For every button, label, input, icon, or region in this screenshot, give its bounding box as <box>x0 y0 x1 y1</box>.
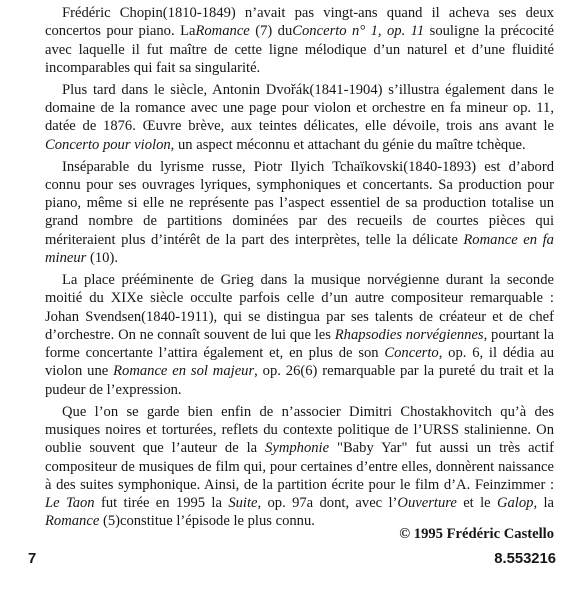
work-title: Romance <box>195 23 250 40</box>
work-title: Suite <box>228 495 258 512</box>
work-title: Concerto <box>384 345 439 362</box>
paragraph-svendsen <box>45 271 554 399</box>
work-title: Romance en sol majeur <box>113 363 255 380</box>
text-run: , la <box>533 495 554 512</box>
work-title: Romance en fa mineur <box>45 231 554 267</box>
text-run: Inséparable du lyrisme russe, Piotr Ilyich Tchaïkovski(1840-1893) est d’abord connu pour ses ouvrages lyriques, symphoniques et concertants. Sa production pour piano, même si elle ne représente pas l’aspect essentiel de sa production totalise un grand nombre de partitions dominées par des recueils de courtes pièces qui mériteraient plus d’intérêt de la part des interprètes, telle la délicate <box>45 158 554 248</box>
work-title: Symphonie <box>265 440 330 457</box>
work-title: Ouverture <box>397 495 457 512</box>
paragraph-chostakovitch <box>45 403 554 531</box>
text-run: "Baby Yar" fut aussi un très actif compositeur de musiques de film qui, pour certaines d’entre elles, donnèrent naissance à des suites symphonique. Ainsi, de la partition écrite pour le film d’A. Feinzimmer : <box>45 440 554 493</box>
paragraph-chopin <box>45 4 554 77</box>
text-run: , un aspect méconnu et attachant du génie du maître tchèque. <box>170 136 526 153</box>
text-run: La place prééminente de Grieg dans la musique norvégienne durant la seconde moitié du XIXe siècle occulte parfois celle d’un autre compositeur remarquable : Johan Svendsen(1840-1911), qui se distingua par ses talents de créateur et de chef d’orchestre. On ne connaît souvent de lui que les <box>45 271 554 343</box>
work-title: Galop <box>496 495 534 512</box>
text-run: (7) du <box>249 23 293 40</box>
article-body <box>45 4 554 534</box>
text-run: , op. 26(6) remarquable par la pureté du trait et la pudeur de l’expression. <box>45 363 555 398</box>
text-run: Plus tard dans le siècle, Antonin Dvořák(1841-1904) s’illustra également dans le domaine de la romance avec une page pour violon et orchestre en fa mineur op. 11, datée de 1876. Œuvre brève, aux teintes délicates, elle dévoile, trois ans avant le <box>45 81 554 135</box>
work-title: Concerto n° 1, op. 11 <box>292 23 425 40</box>
copyright-line: © 1995 Frédéric Castello <box>399 526 554 542</box>
page-number: 7 <box>28 551 37 567</box>
work-title: Romance <box>45 513 100 530</box>
work-title: Concerto pour violon <box>45 136 171 153</box>
text-run: Que l’on se garde bien enfin de n’associer Dimitri Chostakhovitch qu’à des musiques noires et torturées, reflets du contexte politique de l’URSS stalinienne. On oublie souvent que l’auteur de la <box>45 403 554 457</box>
paragraph-tchaikovsky <box>45 158 554 268</box>
text-run: Frédéric Chopin(1810-1849) n’avait pas vingt-ans quand il acheva ses deux concertos pour piano. La <box>45 5 554 40</box>
paragraph-dvorak <box>45 81 554 154</box>
text-run: (10). <box>86 250 118 267</box>
work-title: Le Taon <box>45 495 95 512</box>
text-run: et le <box>456 495 497 512</box>
text-run: , op. 97a dont, avec l’ <box>257 495 398 512</box>
text-run: (5)constitue l’épisode le plus connu. <box>99 513 315 530</box>
text-run: , op. 6, il dédia au violon une <box>45 345 554 380</box>
text-run: souligne la précocité avec laquelle il fut maître de cette ligne mélodique d’un naturel et d’une fluidité incomparables qui fait sa singularité. <box>45 23 554 76</box>
catalog-number: 8.553216 <box>494 551 556 567</box>
text-run: , pourtant la forme concertante l’attira également et, en plus de son <box>45 326 554 362</box>
text-run: fut tirée en 1995 la <box>94 495 229 512</box>
work-title: Rhapsodies norvégiennes <box>334 326 484 343</box>
